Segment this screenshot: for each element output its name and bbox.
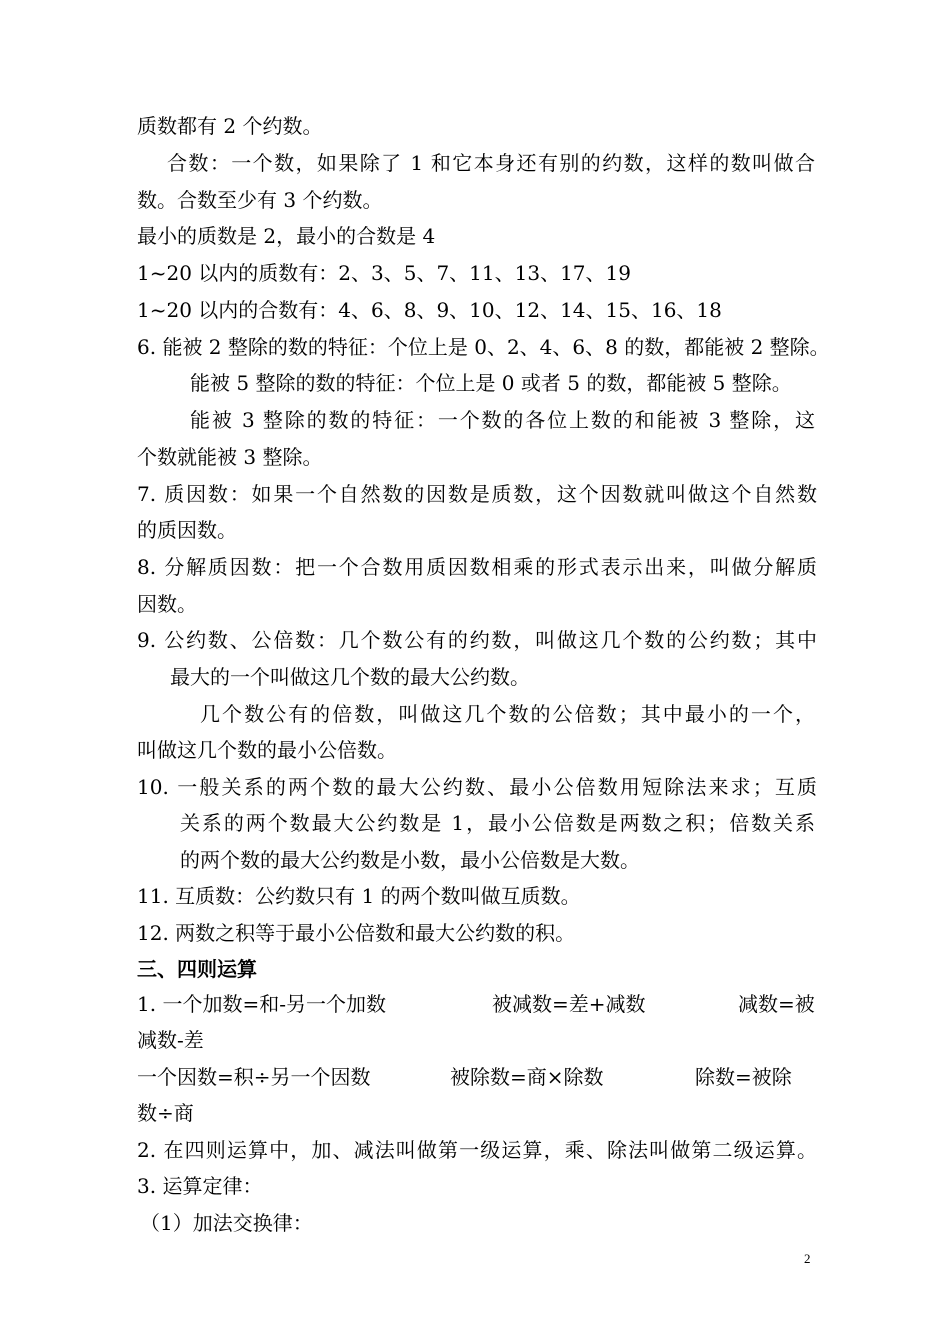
text-line-operation-laws: 3. 运算定律： xyxy=(137,1174,263,1198)
page-number: 2 xyxy=(804,1251,811,1266)
formula-subtrahend: 减数=被 xyxy=(738,992,815,1016)
formula-addend: 1. 一个加数=和-另一个加数 xyxy=(137,992,386,1016)
text-line-gcd-def: 最大的一个叫做这几个数的最大公约数。 xyxy=(170,665,530,689)
text-line-composite-def: 合数：一个数，如果除了 1 和它本身还有别的约数，这样的数叫做合 xyxy=(167,151,815,175)
text-line-divisible-by-3-cont: 个数就能被 3 整除。 xyxy=(137,445,323,469)
text-line-addition-commutative: （1）加法交换律： xyxy=(140,1211,313,1235)
text-line-operation-levels: 2. 在四则运算中，加、减法叫做第一级运算，乘、除法叫做第二级运算。 xyxy=(137,1138,817,1162)
section-heading-arithmetic: 三、四则运算 xyxy=(137,957,257,981)
text-line-factorization: 8. 分解质因数：把一个合数用质因数相乘的形式表示出来，叫做分解质 xyxy=(137,555,817,579)
text-line-divisible-by-5: 能被 5 整除的数的特征：个位上是 0 或者 5 的数，都能被 5 整除。 xyxy=(190,371,792,395)
formula-divisor-cont: 数÷商 xyxy=(137,1101,194,1125)
text-line-prime-factor: 7. 质因数：如果一个自然数的因数是质数，这个因数就叫做这个自然数 xyxy=(137,482,817,506)
text-line-common-multiple: 几个数公有的倍数，叫做这几个数的公倍数；其中最小的一个， xyxy=(200,702,815,726)
text-line-lcm-def: 叫做这几个数的最小公倍数。 xyxy=(137,738,397,762)
text-line-multiple-relation: 的两个数的最大公约数是小数，最小公倍数是大数。 xyxy=(180,848,640,872)
text-line-prime-divisors: 质数都有 2 个约数。 xyxy=(137,114,323,138)
formula-dividend: 被除数=商×除数 xyxy=(450,1065,604,1089)
text-line-coprime-def: 11. 互质数：公约数只有 1 的两个数叫做互质数。 xyxy=(137,884,581,908)
text-line-short-division: 10. 一般关系的两个数的最大公约数、最小公倍数用短除法来求；互质 xyxy=(137,775,817,799)
text-line-divisible-by-2: 6. 能被 2 整除的数的特征：个位上是 0、2、4、6、8 的数，都能被 2 整除。 xyxy=(137,335,830,359)
formula-factor: 一个因数=积÷另一个因数 xyxy=(137,1065,371,1089)
formula-divisor: 除数=被除 xyxy=(695,1065,792,1089)
text-line-primes-under-20: 1~20 以内的质数有：2、3、5、7、11、13、17、19 xyxy=(137,261,631,285)
formula-subtrahend-cont: 减数-差 xyxy=(137,1028,204,1052)
text-line-divisible-by-3: 能被 3 整除的数的特征：一个数的各位上数的和能被 3 整除，这 xyxy=(190,408,815,432)
text-line-smallest-prime-composite: 最小的质数是 2，最小的合数是 4 xyxy=(137,224,436,248)
text-line-common-divisor: 9. 公约数、公倍数：几个数公有的约数，叫做这几个数的公约数；其中 xyxy=(137,628,817,652)
text-line-coprime-relation: 关系的两个数最大公约数是 1，最小公倍数是两数之积；倍数关系 xyxy=(180,811,815,835)
text-line-prime-factor-cont: 的质因数。 xyxy=(137,518,237,542)
text-line-product-rule: 12. 两数之积等于最小公倍数和最大公约数的积。 xyxy=(137,921,576,945)
text-line-composites-under-20: 1~20 以内的合数有：4、6、8、9、10、12、14、15、16、18 xyxy=(137,298,722,322)
text-line-composite-def-cont: 数。合数至少有 3 个约数。 xyxy=(137,188,383,212)
text-line-factorization-cont: 因数。 xyxy=(137,592,197,616)
formula-minuend: 被减数=差+减数 xyxy=(492,992,646,1016)
